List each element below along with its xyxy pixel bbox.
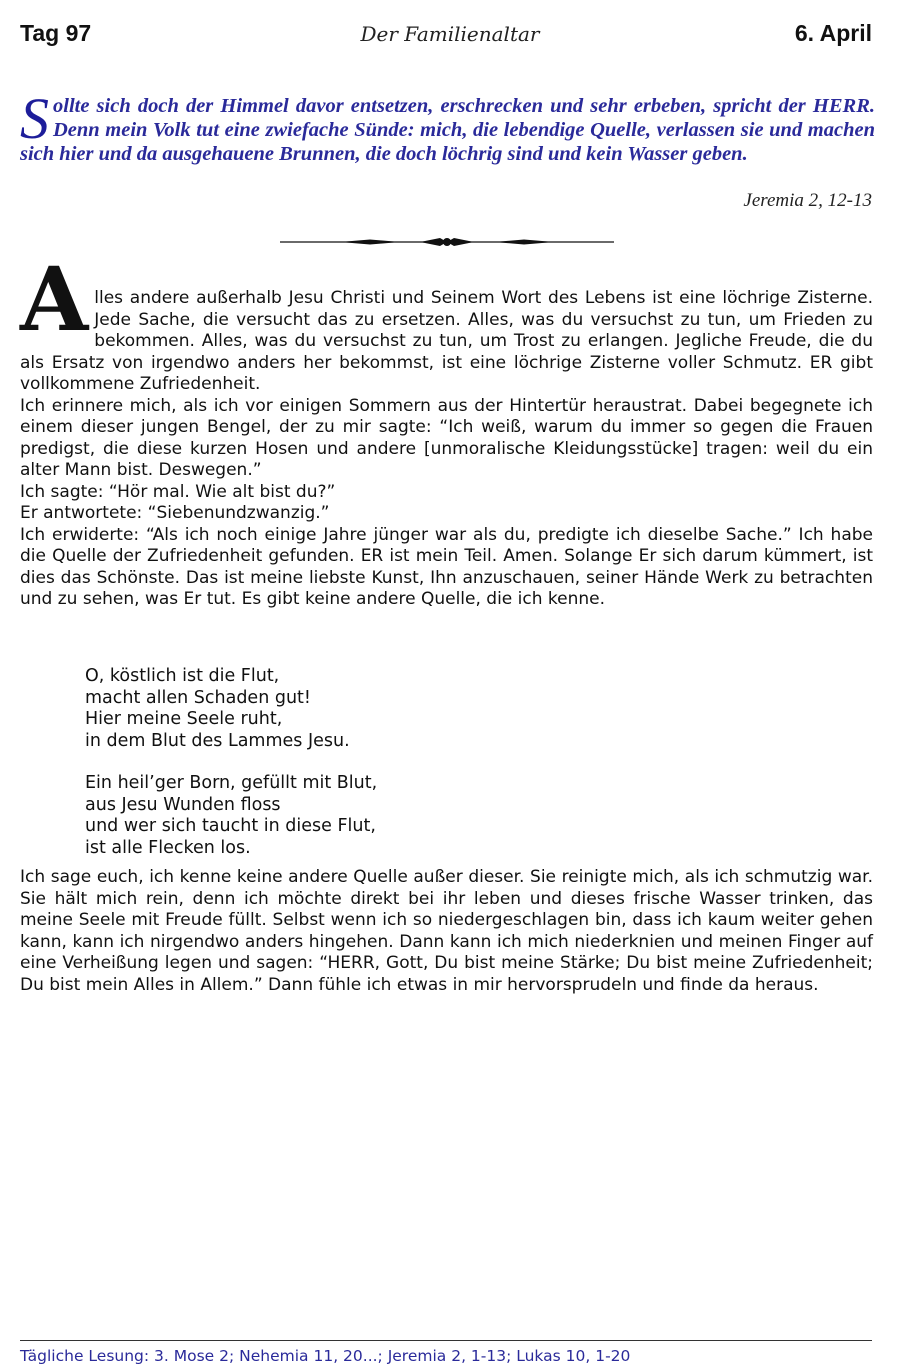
body-text-main [20, 247, 873, 611]
scripture-verse [20, 86, 875, 166]
poem-line: Hier meine Seele ruht, [85, 709, 283, 729]
book-title: Der Familienaltar [360, 22, 540, 46]
poem-line: in dem Blut des Lammes Jesu. [85, 730, 350, 751]
verse-reference: Jeremia 2, 12-13 [743, 190, 872, 211]
divider-ornament [280, 232, 614, 252]
day-number: Tag 97 [20, 20, 92, 46]
daily-reading: Tägliche Lesung: 3. Mose 2; Nehemia 11, 20...; Jeremia 2, 1-13; Lukas 10, 1-20 [20, 1347, 631, 1365]
drop-cap: A [20, 247, 89, 351]
paragraph-4: Er antwortete: “Siebenundzwanzig.” [20, 503, 330, 523]
page-date: 6. April [794, 20, 872, 46]
closing-paragraph: Ich sage euch, ich kenne keine andere Quelle außer dieser. Sie reinigte mich, als ich schmutzig war. Sie hält mich rein, denn ich möchte direkt bei ihr leben und dieses frische Wasser trinken, das meine Seele mit Freude füllt. Selbst wenn ich so niedergeschlagen bin, dass ich kaum weiter gehen kann, kann ich nirgendwo anders hingehen. Dann kann ich mich niederknien und meinen Finger auf eine Verheißung legen und sagen: “HERR, Gott, Du bist meine Stärke; Du bist meine Zufriedenheit; Du bist mein Alles in Allem.” Dann fühle ich etwas in mir hervorsprudeln und finde da heraus. [20, 867, 873, 995]
poem-stanza-2 [85, 773, 377, 859]
paragraph-5: Ich erwiderte: “Als ich noch einige Jahre jünger war als du, predigte ich dieselbe Sache.” Ich habe die Quelle der Zufriedenheit gefunden. ER ist mein Teil. Amen. Solange Er sich darum kümmert, ist dies das Schönste. Das ist meine liebste Kunst, Ihn anzuschauen, seiner Hände Werk zu betrachten und zu sehen, was Er tut. Es gibt keine andere Quelle, die ich kenne. [20, 524, 873, 609]
hymn-poem [85, 666, 377, 880]
paragraph-3: Ich sagte: “Hör mal. Wie alt bist du?” [20, 481, 336, 502]
poem-stanza-1 [85, 666, 377, 752]
poem-line: und wer sich taucht in diese Flut, [85, 816, 376, 836]
footer-divider [20, 1340, 872, 1341]
paragraph-2: Ich erinnere mich, als ich vor einigen Sommern aus der Hintertür heraustrat. Dabei begegnete ich einem dieser jungen Bengel, der zu mir sagte: “Ich weiß, warum du immer so gegen die Frauen predigst, die diese kurzen Hosen und andere [unmoralische Kleidungsstücke] tragen: weil du ein alter Mann bist. Deswegen.” [20, 395, 873, 480]
poem-line: Ein heil’ger Born, gefüllt mit Blut, [85, 773, 378, 793]
verse-text: ollte sich doch der Himmel davor entsetzen, erschrecken und sehr erbeben, spricht der HERR. Denn mein Volk tut eine zwiefache Sünde: mich, die lebendige Quelle, verlassen sie und machen sich hier und da ausgehauene Brunnen, die doch löchrig sind und kein Wasser geben. [20, 95, 875, 165]
poem-line: macht allen Schaden gut! [85, 687, 311, 708]
poem-line: ist alle Flecken los. [85, 837, 251, 858]
poem-line: O, köstlich ist die Flut, [85, 666, 280, 686]
verse-initial: S [20, 86, 49, 151]
poem-line: aus Jesu Wunden floss [85, 794, 281, 815]
paragraph-1: Alles andere außerhalb Jesu Christi und Seinem Wort des Lebens ist eine löchrige Zisterne. Jede Sache, die versucht das zu ersetzen. Alles, was du versuchst zu tun, um Frieden zu bekommen. Alles, was du versuchst zu tun, um Trost zu erlangen. Jegliche Freude, die du als Ersatz von irgendwo anders her bekommst, ist eine löchrige Zisterne voller Schmutz. ER gibt vollkommene Zufriedenheit. [20, 247, 873, 394]
